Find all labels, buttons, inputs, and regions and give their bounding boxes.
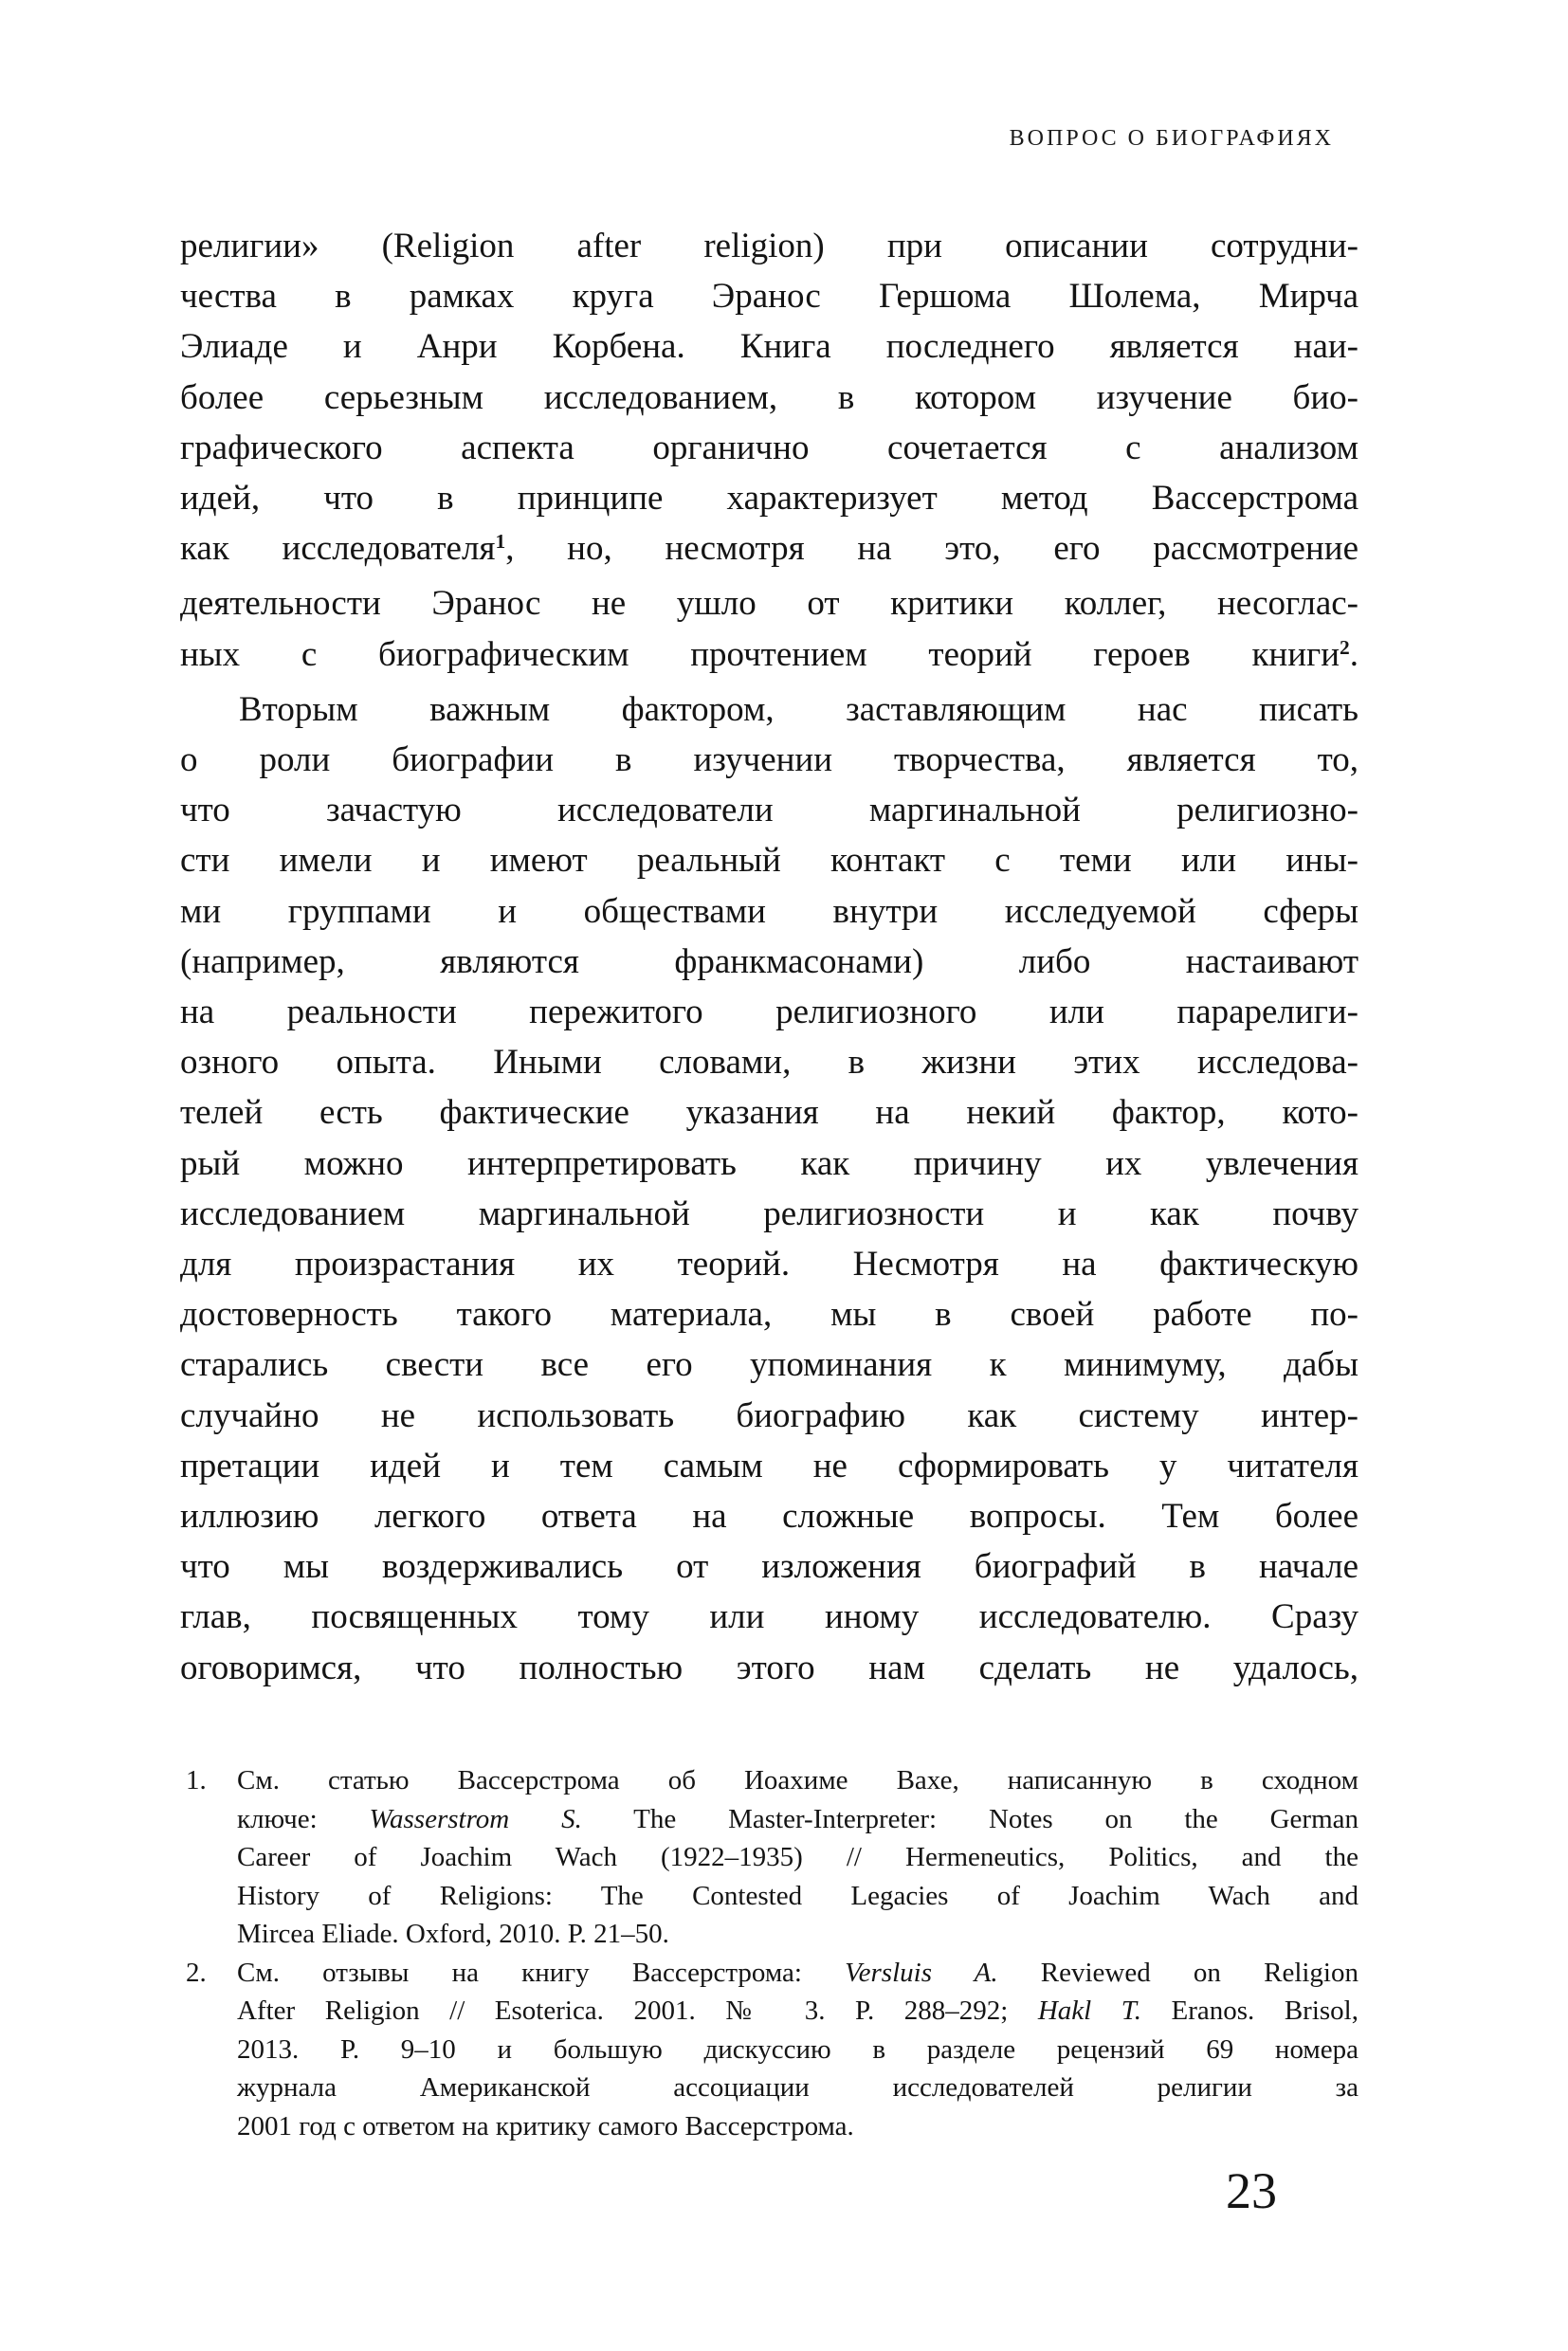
text-line — [237, 1877, 1358, 1916]
text-line — [180, 1189, 1358, 1239]
text-segment: (например, являются франкмасонами) либо настаивают — [180, 941, 1358, 981]
text-segment: Элиаде и Анри Корбена. Книга последнего является наи- — [180, 327, 1358, 367]
text-line — [237, 2069, 1358, 2107]
text-segment: См. отзывы на книгу Вассерстрома: — [237, 1957, 846, 1988]
footnote-number: 2. — [186, 1957, 207, 1988]
text-line — [180, 423, 1358, 473]
text-segment: претации идей и тем самым не сформировать у читателя — [180, 1446, 1358, 1485]
text-line — [180, 373, 1358, 423]
footnote — [180, 1761, 1358, 1954]
text-line — [180, 1391, 1358, 1441]
text-line — [180, 1592, 1358, 1642]
text-segment: религии» (Religion after religion) при описании сотрудни- — [180, 227, 1358, 265]
footnotes — [180, 1761, 1358, 2145]
text-segment: о роли биографии в изучении творчества, является то, — [180, 740, 1358, 780]
text-segment: ми группами и обществами внутри исследуемой сферы — [180, 891, 1358, 931]
text-line — [180, 1289, 1358, 1340]
text-line — [180, 1087, 1358, 1138]
text-segment: Eranos. Brisol, — [1140, 1996, 1358, 2026]
text-line — [180, 684, 1358, 735]
text-segment: озного опыта. Иными словами, в жизни этих исследова- — [180, 1043, 1358, 1083]
footnote — [180, 1954, 1358, 2146]
text-segment: что мы воздерживались от изложения биографий в начале — [180, 1547, 1358, 1587]
text-line — [237, 2031, 1358, 2069]
text-line — [237, 1954, 1358, 1993]
text-line — [180, 1491, 1358, 1541]
text-segment: См. статью Вассерстрома об Иоахиме Вахе, написанную в сходном — [237, 1765, 1358, 1795]
text-segment: The Master-Interpreter: Notes on the German — [581, 1803, 1359, 1834]
text-line — [180, 523, 1358, 578]
italic-text: Hakl T. — [1037, 1996, 1141, 2026]
text-line — [180, 1340, 1358, 1390]
text-line — [180, 629, 1358, 684]
text-line — [180, 321, 1358, 372]
text-segment: телей есть фактические указания на некий фактор, кото- — [180, 1093, 1358, 1133]
text-line — [237, 1800, 1358, 1839]
text-segment: Reviewed on Religion — [997, 1957, 1358, 1988]
footnote-number: 1. — [186, 1765, 207, 1795]
italic-text: Versluis A. — [845, 1957, 998, 1988]
text-segment: . — [1349, 634, 1358, 674]
text-segment: случайно не использовать биографию как систему интер- — [180, 1395, 1358, 1435]
text-line — [180, 271, 1358, 321]
text-segment: на реальности пережитого религиозного или парарелиги- — [180, 993, 1358, 1032]
text-segment: более серьезным исследованием, в котором изучение био- — [180, 377, 1358, 417]
text-line — [180, 886, 1358, 937]
footnote-ref: 1 — [495, 530, 506, 554]
text-segment: History of Religions: The Contested Legacies of Joachim Wach and — [237, 1880, 1358, 1911]
text-segment: деятельности Эранос не ушло от критики коллег, несоглас- — [180, 584, 1358, 624]
text-line — [180, 835, 1358, 885]
text-segment: глав, посвященных тому или иному исследователю. Сразу — [180, 1597, 1358, 1637]
text-segment: для произрастания их теорий. Несмотря на фактическую — [180, 1245, 1358, 1285]
text-segment: ключе: — [237, 1803, 370, 1834]
text-segment: After Religion // Esoterica. 2001. № 3. P. 288–292; — [237, 1996, 1038, 2026]
text-line — [237, 1915, 1358, 1954]
text-line — [180, 1643, 1358, 1693]
text-segment: иллюзию легкого ответа на сложные вопросы. Тем более — [180, 1497, 1358, 1537]
text-segment: чества в рамках круга Эранос Гершома Шолема, Мирча — [180, 277, 1358, 317]
italic-text: Wasserstrom S. — [369, 1803, 582, 1834]
running-head: ВОПРОС О БИОГРАФИЯХ — [1009, 126, 1334, 151]
text-segment: журнала Американской ассоциации исследователей религии за — [237, 2072, 1358, 2103]
footnote-ref: 2 — [1340, 635, 1350, 659]
text-line — [180, 1541, 1358, 1592]
text-line — [180, 221, 1358, 271]
text-segment: , но, несмотря на это, его рассмотрение — [505, 529, 1358, 569]
text-segment: 2013. P. 9–10 и большую дискуссию в разделе рецензий 69 номера — [237, 2033, 1358, 2065]
text-segment: графического аспекта органично сочетается с анализом — [180, 428, 1358, 467]
text-segment: сти имели и имеют реальный контакт с теми или ины- — [180, 841, 1358, 881]
text-segment: что зачастую исследователи маргинальной религиозно- — [180, 791, 1358, 830]
text-segment: Career of Joachim Wach (1922–1935) // Hermeneutics, Politics, and the — [237, 1842, 1358, 1872]
text-segment: как исследователя — [180, 529, 496, 569]
text-segment: исследованием маргинальной религиозности и как почву — [180, 1194, 1358, 1233]
text-segment: 2001 год с ответом на критику самого Вассерстрома. — [237, 2110, 854, 2141]
text-segment: Mircea Eliade. Oxford, 2010. P. 21–50. — [237, 1919, 669, 1949]
text-line — [237, 1838, 1358, 1877]
text-line — [237, 2107, 1358, 2146]
text-segment: старались свести все его упоминания к минимуму, дабы — [180, 1345, 1358, 1385]
text-segment: Вторым важным фактором, заставляющим нас писать — [239, 689, 1358, 729]
text-line — [180, 735, 1358, 785]
text-segment: оговоримся, что полностью этого нам сделать не удалось, — [180, 1648, 1358, 1687]
text-line — [180, 473, 1358, 523]
text-line — [180, 578, 1358, 629]
text-line — [180, 937, 1358, 987]
text-segment: ных с биографическим прочтением теорий героев книги — [180, 634, 1340, 674]
text-line — [237, 1761, 1358, 1800]
text-line — [180, 785, 1358, 835]
text-line — [180, 1139, 1358, 1189]
text-segment: рый можно интерпретировать как причину их увлечения — [180, 1143, 1358, 1183]
text-segment: идей, что в принципе характеризует метод Вассерстрома — [180, 479, 1358, 519]
page-number: 23 — [1226, 2162, 1277, 2219]
text-line — [237, 1992, 1358, 2031]
text-line — [180, 1037, 1358, 1087]
text-line — [180, 987, 1358, 1037]
text-line — [180, 1441, 1358, 1491]
body-text — [180, 221, 1358, 1693]
text-line — [180, 1239, 1358, 1289]
text-segment: достоверность такого материала, мы в своей работе по- — [180, 1295, 1358, 1335]
